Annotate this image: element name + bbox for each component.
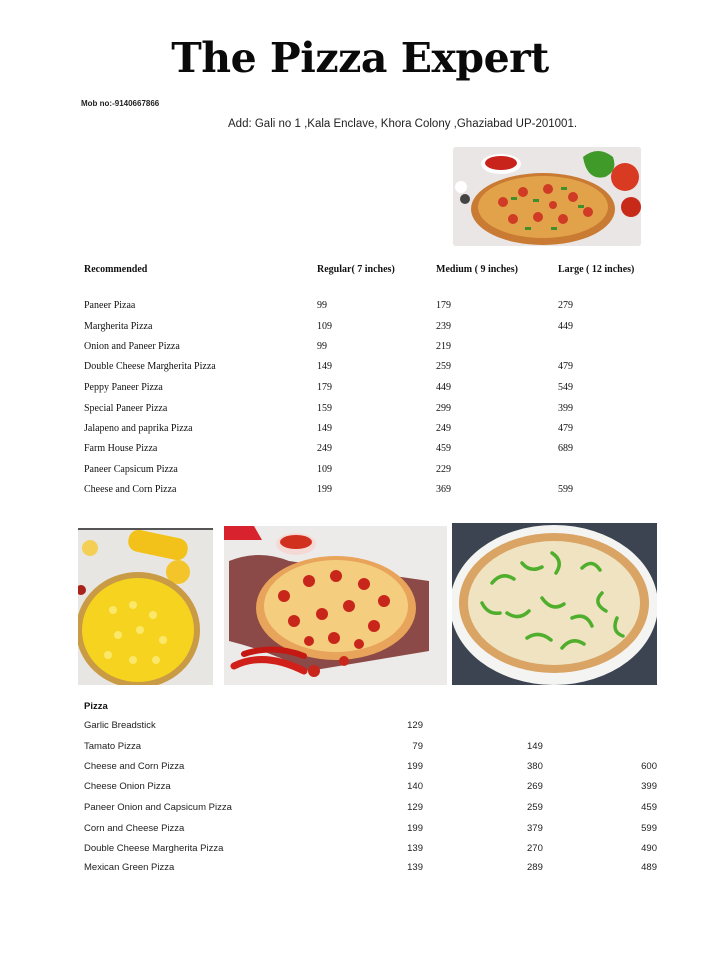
- price-medium: 229: [436, 464, 451, 475]
- price-regular: 109: [317, 321, 332, 332]
- corn-pizza-photo: [78, 528, 213, 685]
- price-regular: 179: [317, 382, 332, 393]
- table-row: [84, 823, 664, 837]
- item-name: Special Paneer Pizza: [84, 403, 168, 414]
- table-row: [84, 761, 664, 775]
- item-name: Paneer Pizaa: [84, 300, 136, 311]
- col-header-medium: Medium ( 9 inches): [436, 264, 518, 275]
- veg-pizza-photo: [453, 147, 641, 246]
- item-name: Tamato Pizza: [84, 741, 142, 752]
- price-medium: 380: [527, 761, 543, 772]
- pizza-section-heading: Pizza: [84, 701, 108, 712]
- price-medium: 459: [436, 443, 451, 454]
- price-medium: 259: [527, 802, 543, 813]
- price-regular: 109: [317, 464, 332, 475]
- price-medium: 289: [527, 862, 543, 873]
- col-header-large: Large ( 12 inches): [558, 264, 635, 275]
- page-title: The Pizza Expert: [171, 34, 549, 82]
- table-row: [84, 802, 664, 816]
- price-medium: 269: [527, 781, 543, 792]
- price-regular: 199: [407, 823, 423, 834]
- price-large: 489: [641, 862, 657, 873]
- price-medium: 379: [527, 823, 543, 834]
- price-medium: 249: [436, 423, 451, 434]
- price-regular: 99: [317, 300, 327, 311]
- item-name: Farm House Pizza: [84, 443, 158, 454]
- price-medium: 299: [436, 403, 451, 414]
- price-large: 600: [641, 761, 657, 772]
- item-name: Paneer Capsicum Pizza: [84, 464, 178, 475]
- price-regular: 149: [317, 423, 332, 434]
- item-name: Double Cheese Margherita Pizza: [84, 361, 216, 372]
- col-header-regular: Regular( 7 inches): [317, 264, 395, 275]
- table-row: [84, 862, 664, 876]
- price-medium: 270: [527, 843, 543, 854]
- pepperoni-pizza-photo: [224, 526, 447, 685]
- price-medium: 369: [436, 484, 451, 495]
- price-large: 549: [558, 382, 573, 393]
- item-name: Paneer Onion and Capsicum Pizza: [84, 802, 232, 813]
- price-regular: 139: [407, 862, 423, 873]
- price-regular: 99: [317, 341, 327, 352]
- price-medium: 179: [436, 300, 451, 311]
- price-regular: 139: [407, 843, 423, 854]
- price-large: 279: [558, 300, 573, 311]
- item-name: Garlic Breadstick: [84, 720, 156, 731]
- item-name: Jalapeno and paprika Pizza: [84, 423, 193, 434]
- capsicum-pizza-photo: [452, 523, 657, 685]
- price-large: 599: [558, 484, 573, 495]
- price-large: 399: [641, 781, 657, 792]
- price-regular: 79: [412, 741, 423, 752]
- item-name: Peppy Paneer Pizza: [84, 382, 163, 393]
- item-name: Margherita Pizza: [84, 321, 153, 332]
- address: Add: Gali no 1 ,Kala Enclave, Khora Colony ,Ghaziabad UP-201001.: [228, 118, 578, 130]
- price-large: 689: [558, 443, 573, 454]
- price-medium: 449: [436, 382, 451, 393]
- item-name: Onion and Paneer Pizza: [84, 341, 180, 352]
- item-name: Cheese and Corn Pizza: [84, 761, 185, 772]
- price-large: 479: [558, 423, 573, 434]
- price-regular: 129: [407, 720, 423, 731]
- price-regular: 249: [317, 443, 332, 454]
- item-name: Mexican Green Pizza: [84, 862, 175, 873]
- col-header-recommended: Recommended: [84, 264, 148, 275]
- price-regular: 159: [317, 403, 332, 414]
- mobile-number: Mob no:-9140667866: [81, 99, 160, 108]
- price-medium: 239: [436, 321, 451, 332]
- price-medium: 219: [436, 341, 451, 352]
- price-regular: 199: [317, 484, 332, 495]
- price-large: 479: [558, 361, 573, 372]
- table-row: [84, 781, 664, 795]
- price-regular: 199: [407, 761, 423, 772]
- table-row: [84, 843, 664, 857]
- price-large: 449: [558, 321, 573, 332]
- table-row: [84, 741, 664, 755]
- price-medium: 259: [436, 361, 451, 372]
- item-name: Cheese and Corn Pizza: [84, 484, 177, 495]
- price-large: 599: [641, 823, 657, 834]
- item-name: Double Cheese Margherita Pizza: [84, 843, 224, 854]
- price-regular: 129: [407, 802, 423, 813]
- item-name: Cheese Onion Pizza: [84, 781, 171, 792]
- price-large: 490: [641, 843, 657, 854]
- table-row: [84, 720, 664, 734]
- price-regular: 149: [317, 361, 332, 372]
- price-regular: 140: [407, 781, 423, 792]
- price-medium: 149: [527, 741, 543, 752]
- item-name: Corn and Cheese Pizza: [84, 823, 185, 834]
- price-large: 459: [641, 802, 657, 813]
- price-large: 399: [558, 403, 573, 414]
